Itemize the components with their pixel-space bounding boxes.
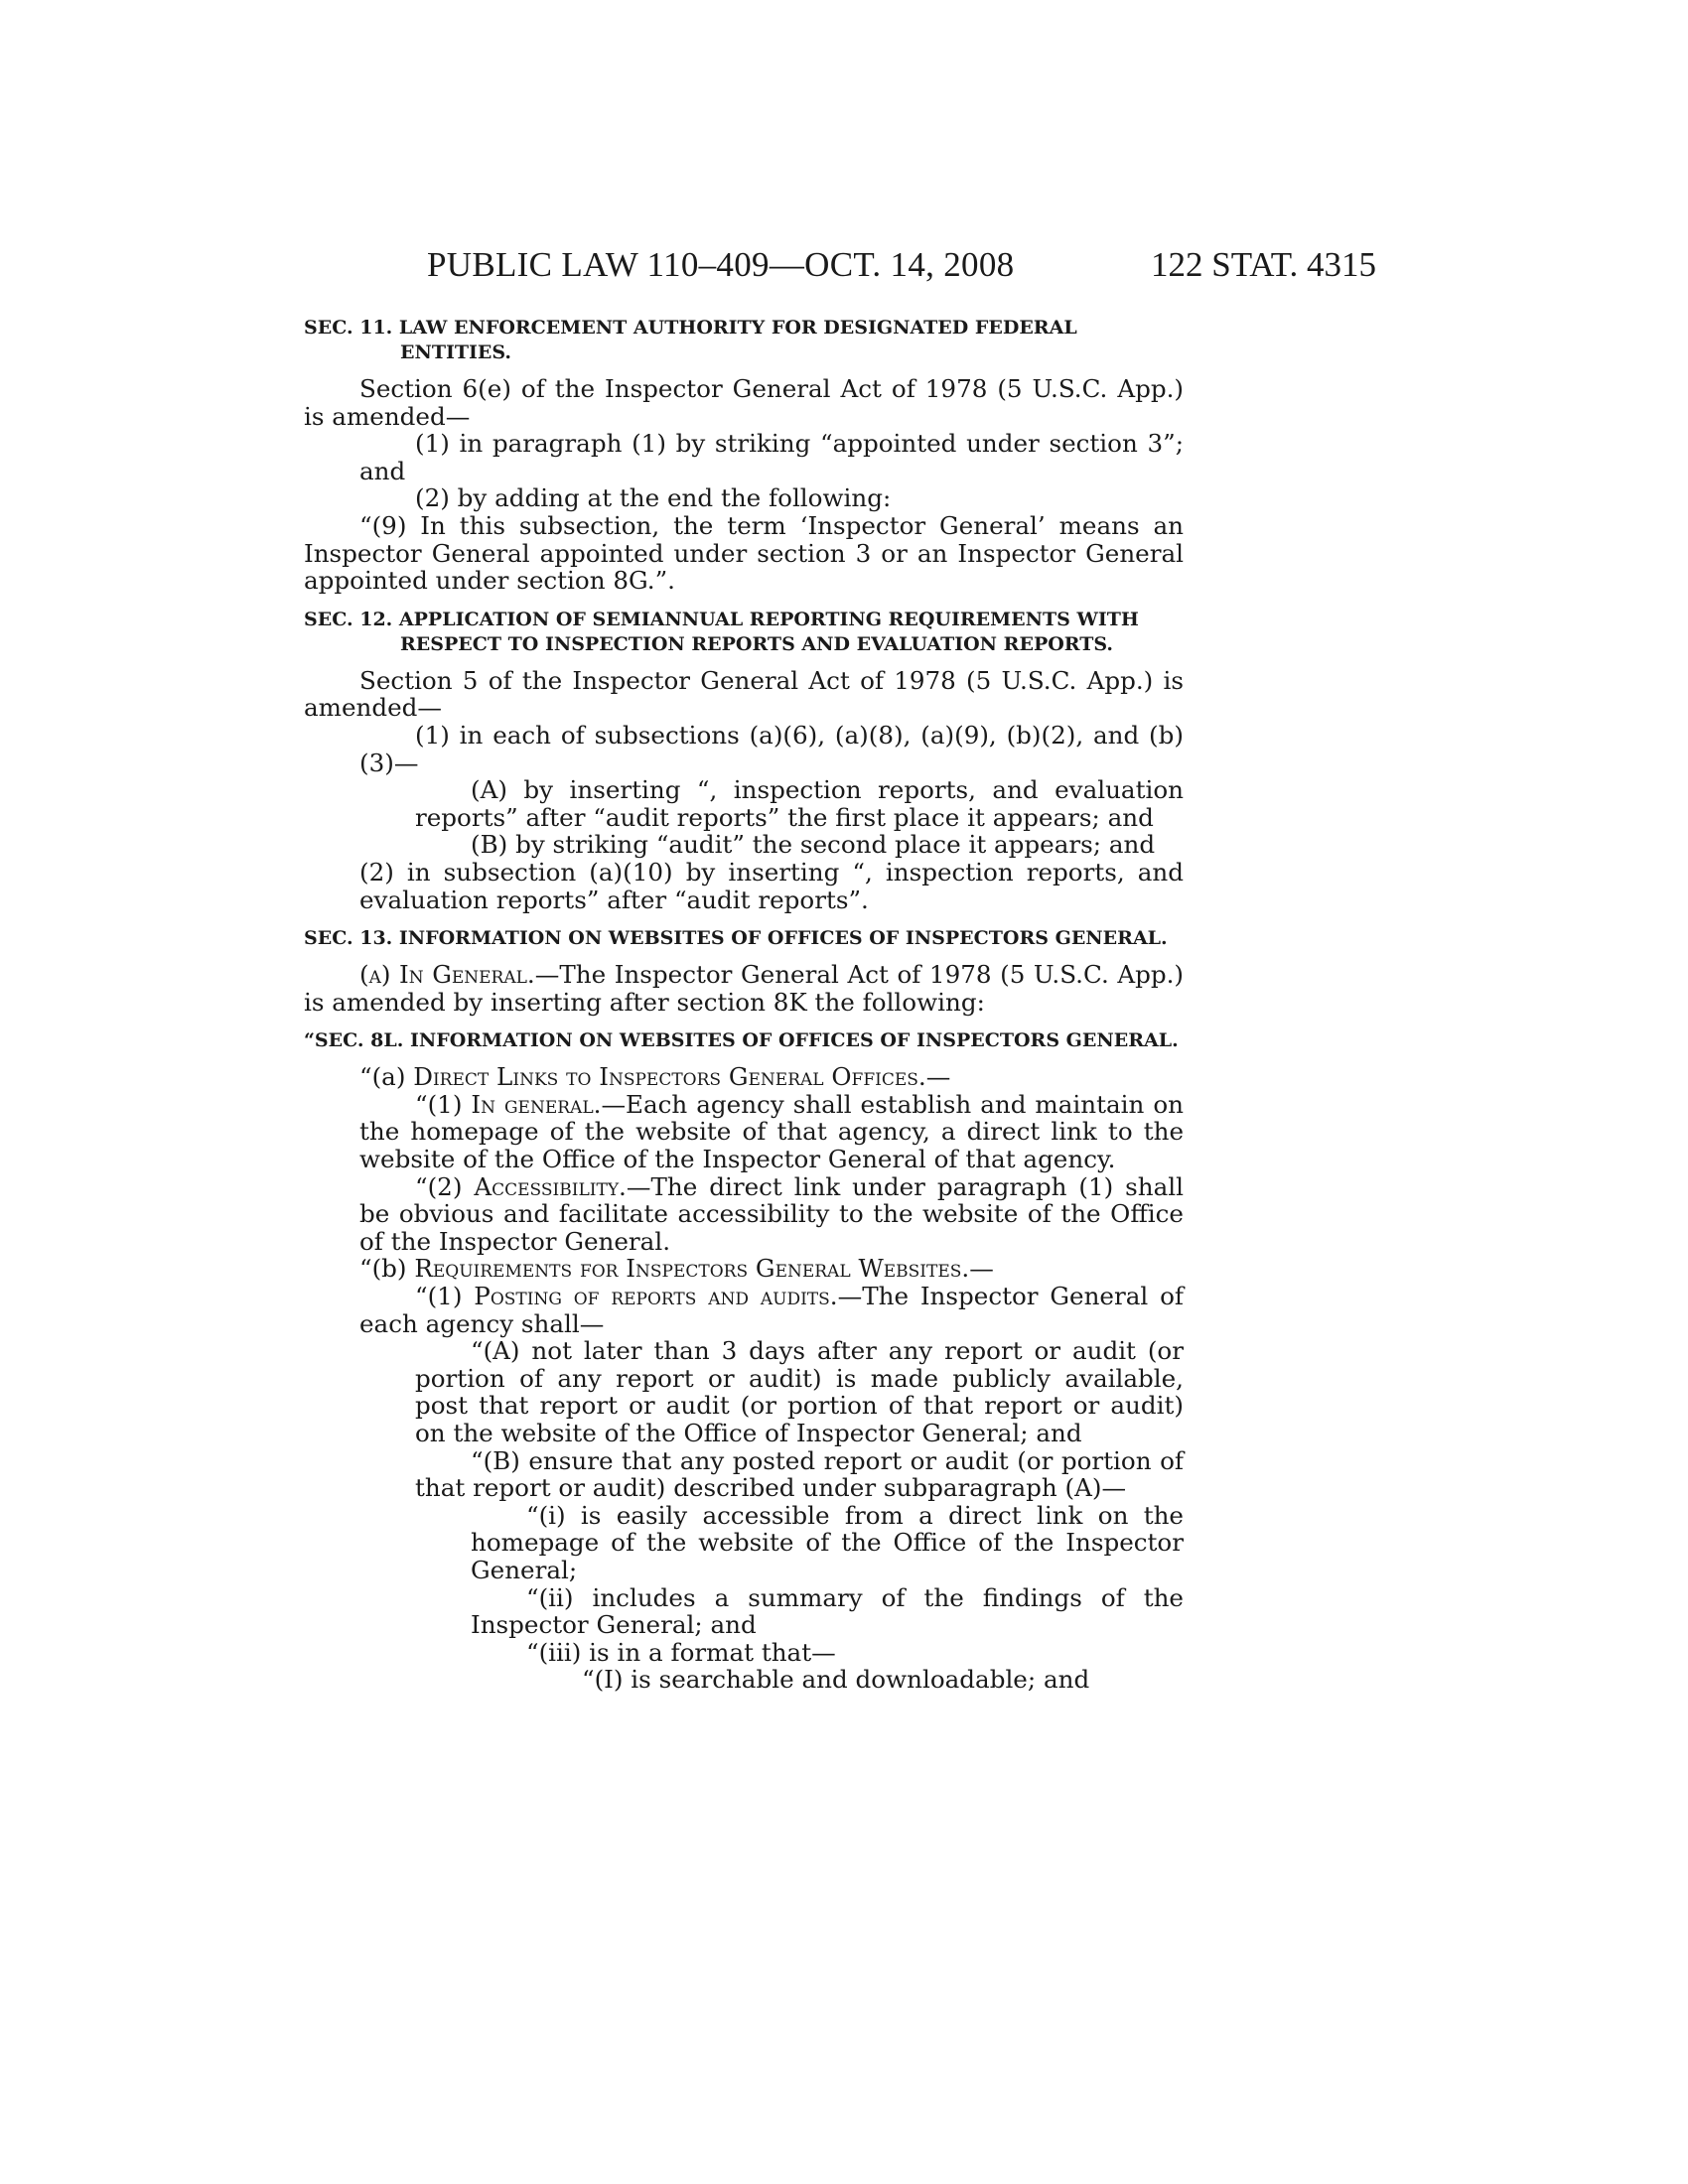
section-11-intro: Section 6(e) of the Inspector General Act of 1978 (5 U.S.C. App.) is amended—: [304, 374, 1184, 431]
section-12-heading: SEC. 12. APPLICATION OF SEMIANNUAL REPORTING REQUIREMENTS WITH RESPECT TO INSPECTION REPORTS AND EVALUATION REPORTS.: [304, 608, 1139, 655]
section-11-heading: SEC. 11. LAW ENFORCEMENT AUTHORITY FOR DESIGNATED FEDERAL ENTITIES.: [304, 317, 1077, 363]
section-12-item-1: (1) in each of subsections (a)(6), (a)(8), (a)(9), (b)(2), and (b)(3)—: [359, 720, 1184, 777]
section-11-item-2: (2) by adding at the end the following:: [415, 483, 892, 513]
section-12-item-2: (2) in subsection (a)(10) by inserting “, inspection reports, and evaluation reports” after “audit reports”.: [359, 857, 1184, 914]
section-13-subsection-a: [304, 961, 1184, 1016]
sec-8l-b-1-b-iii-I: “(I) is searchable and downloadable; and: [582, 1665, 1090, 1695]
sec-8l-b-1-b-ii: “(ii) includes a summary of the findings of the Inspector General; and: [471, 1582, 1184, 1640]
stat-page-number: 122 STAT. 4315: [1151, 245, 1376, 284]
section-13-heading: SEC. 13. INFORMATION ON WEBSITES OF OFFICES OF INSPECTORS GENERAL.: [304, 927, 1168, 950]
section-12-intro: Section 5 of the Inspector General Act of 1978 (5 U.S.C. App.) is amended—: [304, 665, 1184, 723]
sec-8l-a-2: [304, 1173, 1184, 1256]
sec-8l-b-1-a: “(A) not later than 3 days after any report or audit (or portion of any report or audit) is made publicly available, post that report or audit (or portion of that report or audit) on the website of the Office of Inspector General; and: [415, 1336, 1184, 1447]
section-11-item-1: (1) in paragraph (1) by striking “appointed under section 3”; and: [359, 429, 1184, 485]
sec-8l-subsection-a: [304, 1063, 1184, 1091]
page-header: [304, 245, 1376, 285]
sub-b-dash: —: [969, 1254, 994, 1284]
sec-8l-a-1: [304, 1091, 1184, 1173]
a1-label: In general.: [471, 1089, 602, 1119]
section-11-quote: “(9) In this subsection, the term ‘Inspector General’ means an Inspector General appointed under section 3 or an Inspector General appointed under section 8G.”.: [304, 510, 1184, 596]
a1-text: —Each agency shall establish and maintain on the homepage of the website of that agency, a direct link to the website of the Office of the Inspector General of that agency.: [359, 1089, 1184, 1174]
sec-8l-b-1-b-i: “(i) is easily accessible from a direct link on the homepage of the website of the Office of the Inspector General;: [471, 1500, 1184, 1584]
section-12-item-a: (A) by inserting “, inspection reports, and evaluation reports” after “audit reports” the first place it appears; and: [415, 775, 1184, 832]
sub-a-open: “(a): [359, 1062, 414, 1092]
a2-text: —The direct link under paragraph (1) shall be obvious and facilitate accessibility to the website of the Office of the Inspector General.: [359, 1171, 1185, 1256]
section-12-item-b: (B) by striking “audit” the second place it appears; and: [471, 830, 1156, 860]
document-body: [304, 316, 1184, 1694]
b1-label: Posting of reports and audits.: [474, 1282, 838, 1311]
b1-open: “(1): [415, 1282, 475, 1311]
sub-a-dash: —: [925, 1062, 951, 1092]
sub-b-open: “(b): [359, 1254, 415, 1284]
a1-open: “(1): [415, 1089, 472, 1119]
sub-b-label: Requirements for Inspectors General Websites.: [414, 1254, 970, 1284]
sec-8l-b-1-b: “(B) ensure that any posted report or audit (or portion of that report or audit) described under subparagraph (A)—: [415, 1445, 1184, 1503]
sec-8l-b-1: [304, 1283, 1184, 1337]
section-8l-heading: “SEC. 8L. INFORMATION ON WEBSITES OF OFFICES OF INSPECTORS GENERAL.: [304, 1029, 1179, 1052]
a2-label: Accessibility.: [474, 1171, 627, 1201]
b1-text: —The Inspector General of each agency shall—: [359, 1282, 1185, 1338]
sec-8l-b-1-b-iii: “(iii) is in a format that—: [526, 1637, 836, 1667]
subsection-a-label: (a) In General.: [359, 960, 535, 990]
sub-a-label: Direct Links to Inspectors General Offices.: [413, 1062, 926, 1092]
a2-open: “(2): [415, 1171, 475, 1201]
subsection-a-text: —The Inspector General Act of 1978 (5 U.S.C. App.) is amended by inserting after section 8K the following:: [304, 960, 1184, 1017]
sec-8l-subsection-b: [304, 1255, 1184, 1283]
running-head: PUBLIC LAW 110–409—OCT. 14, 2008: [427, 245, 1015, 284]
